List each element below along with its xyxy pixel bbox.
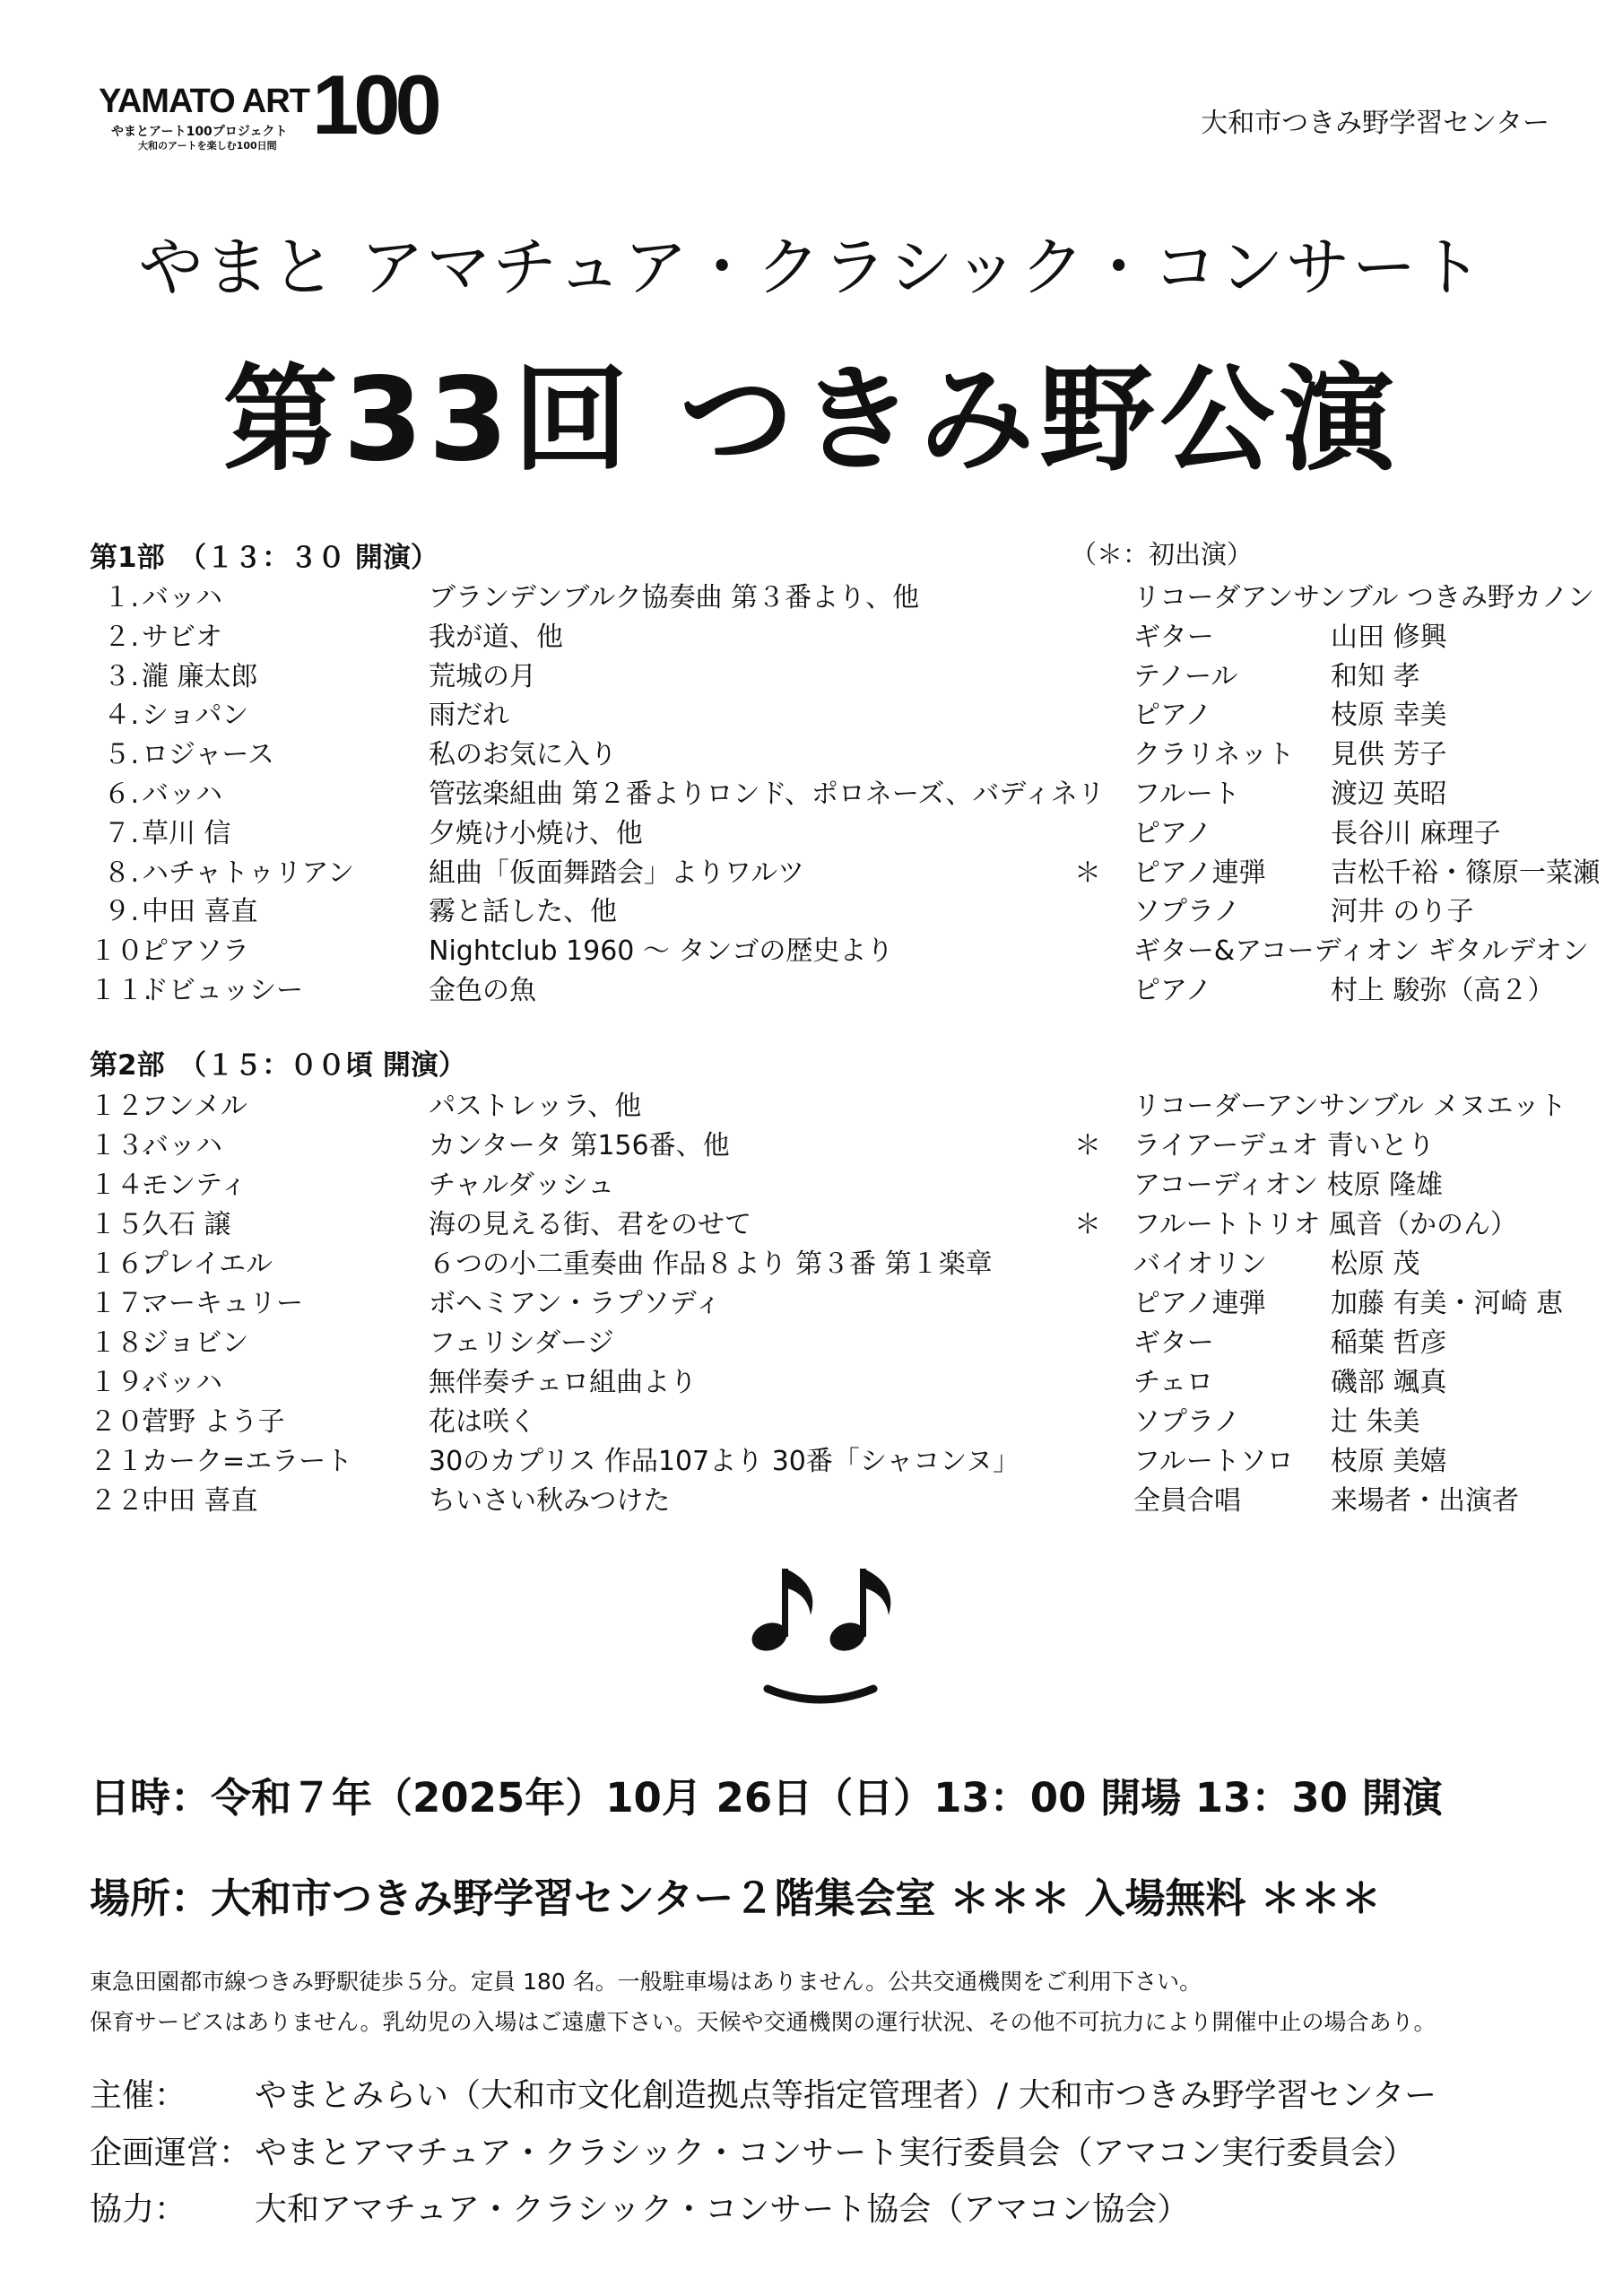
instrument: ピアノ連弾 (1133, 857, 1266, 889)
performer: 枝原 美嬉 (1331, 1446, 1447, 1477)
piece-title: ちいさい秋みつけた (429, 1485, 671, 1517)
piece-title: 海の見える街、君をのせて (429, 1209, 751, 1240)
instrument: ギター (1133, 621, 1214, 653)
program-row (0, 1439, 1623, 1478)
composer: ショパン (142, 700, 249, 732)
composer: プレイエル (142, 1248, 273, 1280)
performer: 加藤 有美・河崎 恵 (1331, 1288, 1564, 1319)
instrument: ピアノ連弾 (1133, 1288, 1266, 1319)
logo-subtitle-2: 大和のアートを楽しむ100日間 (138, 140, 277, 152)
item-number: ４. (103, 700, 139, 732)
composer: ドビュッシー (142, 975, 303, 1006)
music-note-face-illustration (735, 1556, 915, 1722)
item-number: １０. (90, 935, 152, 968)
composer: バッハ (142, 582, 222, 613)
instrument: 全員合唱 (1133, 1485, 1241, 1517)
piece-title: ボヘミアン・ラプソディ (429, 1288, 722, 1319)
item-number: １４. (90, 1170, 152, 1201)
credit-label: 主催： (90, 2077, 187, 2114)
performer: 松原 茂 (1331, 1248, 1420, 1280)
instrument: リコーダーアンサンブル メヌエット (1133, 1091, 1567, 1122)
performer: 河井 のり子 (1331, 896, 1474, 928)
concert-main-title: 第33回 つきみ野公演 (222, 353, 1401, 487)
piece-title: 荒城の月 (429, 660, 536, 692)
performer: 長谷川 麻理子 (1331, 817, 1501, 849)
performer: 山田 修興 (1331, 621, 1447, 653)
program-row (0, 1478, 1623, 1518)
piece-title: フェリシダージ (429, 1327, 614, 1359)
instrument: ギター (1133, 1327, 1214, 1359)
performer: 渡辺 英昭 (1331, 778, 1447, 810)
composer: サビオ (142, 621, 222, 653)
item-number: ２１. (90, 1446, 152, 1477)
piece-title: 組曲「仮面舞踏会」よりワルツ (429, 857, 805, 889)
piece-title: チャルダッシュ (429, 1170, 615, 1201)
instrument: ギター&アコーディオン ギタルデオン (1133, 935, 1589, 968)
instrument: ピアノ (1133, 975, 1212, 1006)
composer: 瀧 廉太郎 (142, 660, 258, 692)
piece-title: 管弦楽組曲 第２番よりロンド、ポロネーズ、バディネリ (429, 778, 1105, 810)
program-row (0, 1281, 1623, 1320)
credit-value: 大和アマチュア・クラシック・コンサート協会（アマコン協会） (255, 2191, 1190, 2228)
left-eighth-note-icon (748, 1569, 812, 1656)
program-row (0, 928, 1623, 968)
part1-heading: 第1部 （１３：３０ 開演） (90, 542, 438, 574)
credit-value: やまとみらい（大和市文化創造拠点等指定管理者）/ 大和市つきみ野学習センター (255, 2077, 1437, 2114)
instrument: ソプラノ (1133, 1406, 1241, 1438)
part2-heading: 第2部 （１５：００頃 開演） (90, 1049, 466, 1082)
composer: ハチャトゥリアン (142, 857, 355, 889)
instrument: ピアノ (1133, 700, 1212, 732)
program-row (0, 850, 1623, 890)
piece-title: ブランデンブルク協奏曲 第３番より、他 (429, 582, 920, 613)
instrument: ライアーデュオ 青いとり (1133, 1130, 1435, 1161)
composer: バッハ (142, 1367, 222, 1398)
composer: 草川 信 (142, 817, 231, 849)
composer: モンティ (142, 1170, 247, 1201)
logo-number: 100 (312, 57, 437, 152)
program-row (0, 889, 1623, 928)
item-number: ７. (103, 817, 139, 849)
program-row (0, 1083, 1623, 1123)
piece-title: パストレッラ、他 (429, 1091, 642, 1122)
composer: バッハ (142, 1130, 222, 1161)
logo-subtitle-1: やまとアート100プロジェクト (111, 125, 288, 139)
program-row (0, 575, 1623, 614)
composer: マーキュリー (142, 1288, 303, 1319)
item-number: １３. (90, 1130, 152, 1161)
program-row (0, 1162, 1623, 1202)
program-row (0, 968, 1623, 1007)
item-number: ５. (103, 739, 139, 771)
piece-title: 私のお気に入り (429, 739, 617, 771)
piece-title: Nightclub 1960 ～ タンゴの歴史より (429, 935, 894, 968)
item-number: ３. (103, 660, 139, 692)
instrument: アコーディオン 枝原 隆雄 (1133, 1170, 1444, 1201)
piece-title: 我が道、他 (429, 621, 563, 653)
composer: フンメル (142, 1091, 247, 1122)
item-number: ２. (103, 621, 139, 653)
performer: 磯部 颯真 (1331, 1367, 1447, 1398)
first-appearance-mark: ＊ (1074, 1130, 1101, 1161)
credit-label: 協力： (90, 2191, 187, 2228)
piece-title: カンタータ 第156番、他 (429, 1130, 730, 1161)
piece-title: 30のカプリス 作品107より 30番「シャコンヌ」 (429, 1446, 1020, 1477)
piece-title: 金色の魚 (429, 975, 536, 1006)
composer: 菅野 よう子 (142, 1406, 285, 1438)
composer: バッハ (142, 778, 222, 810)
program-row (0, 614, 1623, 654)
composer: カーク=エラート (142, 1446, 353, 1477)
first-appearance-mark: ＊ (1074, 857, 1101, 889)
item-number: １２. (90, 1091, 152, 1122)
credit-label: 企画運営： (90, 2135, 252, 2171)
piece-title: ６つの小二重奏曲 作品８より 第３番 第１楽章 (429, 1248, 993, 1280)
instrument: クラリネット (1133, 739, 1295, 771)
composer: 久石 譲 (142, 1209, 231, 1240)
logo-word: YAMATO ART (99, 83, 309, 120)
program-row (0, 692, 1623, 732)
instrument: フルート (1133, 778, 1240, 810)
event-date-time: 日時：令和７年（2025年）10月 26日（日）13：00 開場 13：30 開演 (90, 1774, 1443, 1822)
item-number: ２２. (90, 1485, 152, 1517)
item-number: １８. (90, 1327, 152, 1359)
item-number: ２０. (90, 1406, 152, 1438)
program-row (0, 732, 1623, 771)
program-row (0, 1320, 1623, 1360)
instrument: バイオリン (1133, 1248, 1268, 1280)
item-number: ９. (103, 896, 139, 928)
performer: 和知 孝 (1331, 660, 1420, 692)
performer: 村上 駿弥（高２） (1331, 975, 1555, 1006)
instrument: フルートトリオ 風音（かのん） (1133, 1209, 1518, 1240)
performer: 吉松千裕・篠原一菜瀬 (1331, 857, 1600, 889)
event-venue: 場所：大和市つきみ野学習センター２階集会室 ＊＊＊ 入場無料 ＊＊＊ (90, 1874, 1382, 1922)
item-number: １５. (90, 1209, 152, 1240)
concert-series-title: やまと アマチュア・クラシック・コンサート (138, 230, 1485, 305)
program-row (0, 1360, 1623, 1399)
item-number: １６. (90, 1248, 152, 1280)
item-number: ６. (103, 778, 139, 810)
access-note: 東急田園都市線つきみ野駅徒歩５分。定員 180 名。一般駐車場はありません。公共交通機関をご利用下さい。 (90, 1969, 1202, 1995)
piece-title: 雨だれ (429, 700, 509, 732)
item-number: １. (103, 582, 139, 613)
instrument: ピアノ (1133, 817, 1212, 849)
instrument: チェロ (1133, 1367, 1214, 1398)
childcare-note: 保育サービスはありません。乳幼児の入場はご遠慮下さい。天候や交通機関の運行状況、その他不可抗力により開催中止の場合あり。 (90, 2009, 1436, 2035)
instrument: テノール (1133, 660, 1238, 692)
credit-value: やまとアマチュア・クラシック・コンサート実行委員会（アマコン実行委員会） (255, 2135, 1416, 2171)
program-row (0, 1399, 1623, 1439)
performer: 見供 芳子 (1331, 739, 1447, 771)
program-row (0, 1123, 1623, 1162)
first-appearance-mark: ＊ (1074, 1209, 1101, 1240)
composer: ロジャース (142, 739, 274, 771)
instrument: ソプラノ (1133, 896, 1241, 928)
smile-mouth-icon (768, 1689, 873, 1700)
header-organizer: 大和市つきみ野学習センター (1201, 108, 1549, 139)
instrument: フルートソロ (1133, 1446, 1294, 1477)
piece-title: 夕焼け小焼け、他 (429, 817, 643, 849)
piece-title: 霧と話した、他 (429, 896, 617, 928)
program-row (0, 811, 1623, 850)
piece-title: 花は咲く (429, 1406, 536, 1438)
first-appearance-legend: （＊：初出演） (1071, 539, 1254, 570)
program-row (0, 1241, 1623, 1281)
piece-title: 無伴奏チェロ組曲より (429, 1367, 698, 1398)
right-eighth-note-icon (826, 1569, 890, 1656)
item-number: １７. (90, 1288, 152, 1319)
yamato-art-100-logo (99, 57, 484, 160)
performer: 辻 朱美 (1331, 1406, 1420, 1438)
composer: 中田 喜直 (142, 896, 258, 928)
program-row (0, 1202, 1623, 1241)
item-number: ８. (103, 857, 139, 889)
performer: 枝原 幸美 (1331, 700, 1447, 732)
performer: 来場者・出演者 (1331, 1485, 1519, 1517)
composer: 中田 喜直 (142, 1485, 258, 1517)
program-row (0, 771, 1623, 811)
instrument: リコーダアンサンブル つきみ野カノン (1133, 582, 1594, 613)
program-row (0, 654, 1623, 693)
composer: ピアソラ (142, 935, 249, 968)
composer: ジョビン (142, 1327, 249, 1359)
item-number: １１. (90, 975, 152, 1006)
item-number: １９. (90, 1367, 152, 1398)
performer: 稲葉 哲彦 (1331, 1327, 1447, 1359)
